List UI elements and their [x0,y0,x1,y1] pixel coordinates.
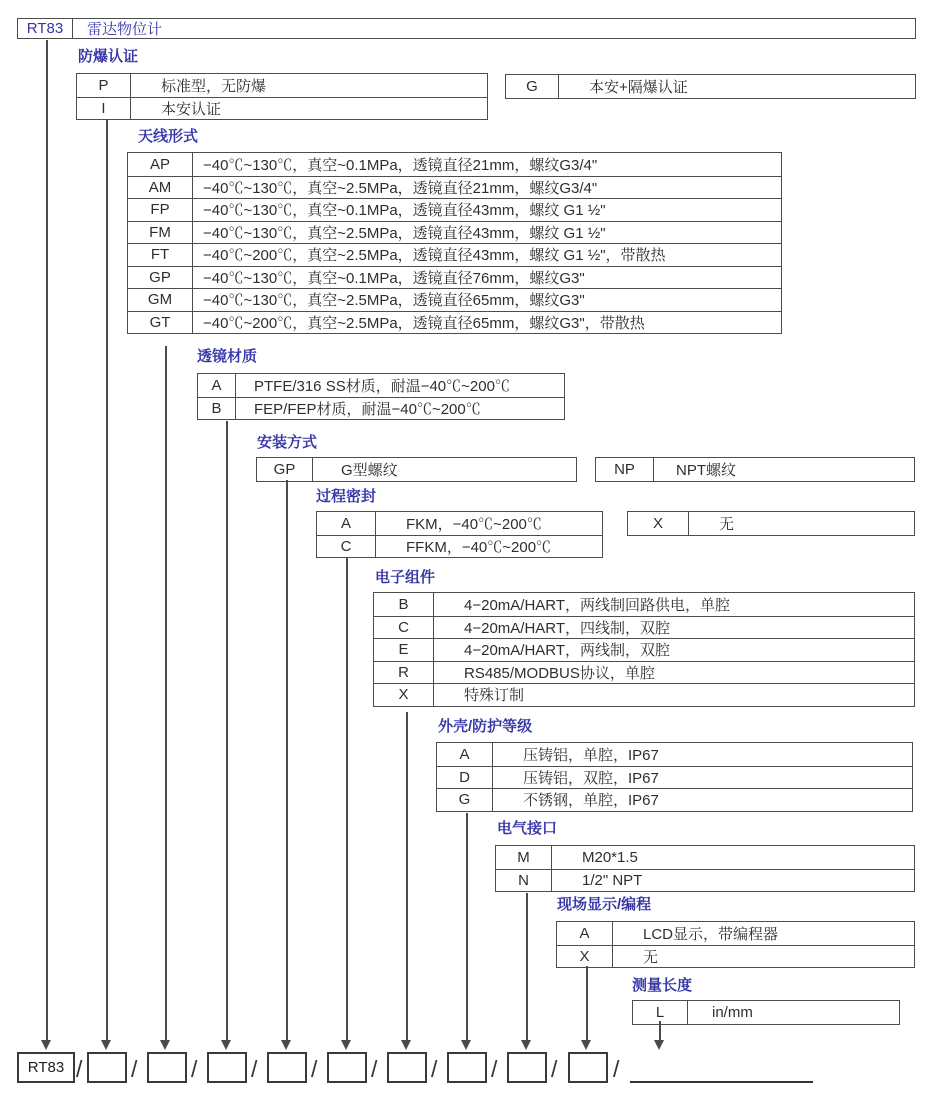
option-desc: −40℃~200℃，真空~2.5MPa，透镜直径65mm，螺纹G3"，带散热 [203,314,645,332]
code-slot-box [267,1052,307,1083]
option-desc: 特殊订制 [464,687,525,705]
option-desc: 压铸铝，单腔，IP67 [523,746,659,764]
option-row [257,458,576,481]
connector-line [46,40,48,1041]
connector-line [406,712,408,1041]
option-desc: −40℃~130℃，真空~2.5MPa，透镜直径43mm，螺纹 G1 ½" [203,224,606,242]
group-label-mounting: 安装方式 [257,434,318,451]
option-code: L [633,1001,688,1024]
group-label-process-seal: 过程密封 [316,488,377,505]
option-row [374,593,914,616]
option-desc: −40℃~130℃，真空~0.1MPa，透镜直径21mm，螺纹G3/4" [203,156,598,174]
group-label-measuring-length: 测量长度 [632,977,693,994]
group-label-display-programming: 现场显示/编程 [557,896,652,913]
option-row [317,535,602,558]
slash-separator: / [76,1056,83,1082]
option-code: AM [128,177,193,199]
option-code: FT [128,244,193,266]
slash-separator: / [613,1056,620,1082]
code-slot-box [387,1052,427,1083]
option-desc: −40℃~130℃，真空~0.1MPa，透镜直径43mm，螺纹 G1 ½" [203,202,606,220]
table-process-seal-none [627,511,915,536]
slash-separator: / [431,1056,438,1082]
group-label-lens-material: 透镜材质 [197,348,258,365]
option-desc: −40℃~130℃，真空~2.5MPa，透镜直径21mm，螺纹G3/4" [203,179,598,197]
table-measuring-length [632,1000,900,1025]
connector-line [659,1021,661,1041]
option-row [437,743,912,766]
slash-separator: / [371,1056,378,1082]
option-desc: 4−20mA/HART，四线制，双腔 [464,619,671,637]
connector-line [466,813,468,1041]
option-desc: G型螺纹 [341,461,398,479]
option-desc: −40℃~200℃，真空~2.5MPa，透镜直径43mm，螺纹 G1 ½"，带散热 [203,247,666,265]
option-code: A [317,512,376,535]
option-code: D [437,767,493,789]
option-row [128,311,781,334]
option-row [128,288,781,311]
connector-line [286,480,288,1041]
model-code: RT83 [18,19,73,38]
option-desc: 4−20mA/HART，两线制回路供电，单腔 [464,596,731,614]
option-desc: M20*1.5 [582,848,638,866]
option-row [128,266,781,289]
option-desc: FEP/FEP材质，耐温−40℃~200℃ [254,400,481,418]
option-row [128,176,781,199]
option-code: C [317,536,376,558]
option-row [198,397,564,420]
option-desc: 不锈钢，单腔，IP67 [523,792,659,810]
table-lens-material [197,373,565,420]
option-row [77,97,487,120]
option-row [437,766,912,789]
table-electrical-interface [495,845,915,892]
option-code: FM [128,222,193,244]
option-row [628,512,914,535]
model-name: 雷达物位计 [87,21,163,38]
option-code: AP [128,153,193,176]
option-code: R [374,662,434,684]
table-display-programming [556,921,915,968]
option-desc: 本安+隔爆认证 [589,78,688,96]
option-desc: 本安认证 [161,100,222,118]
option-code: B [198,398,236,420]
arrow-down-icon [160,1040,170,1050]
option-code: GT [128,312,193,334]
group-label-antenna: 天线形式 [138,128,199,145]
option-row [317,512,602,535]
option-row [557,945,914,968]
option-code: C [374,617,434,639]
bottom-model-code-box: RT83 [17,1052,75,1083]
arrow-down-icon [221,1040,231,1050]
table-process-seal [316,511,603,558]
code-slot-box [207,1052,247,1083]
group-label-explosion-proof: 防爆认证 [78,48,139,65]
arrow-down-icon [654,1040,664,1050]
connector-line [526,893,528,1041]
code-slot-box [147,1052,187,1083]
option-row [374,638,914,661]
slash-separator: / [491,1056,498,1082]
option-desc: −40℃~130℃，真空~2.5MPa，透镜直径65mm，螺纹G3" [203,292,585,310]
table-explosion-proof [76,73,488,120]
option-code: X [628,512,689,535]
option-code: A [198,374,236,397]
connector-line [165,346,167,1041]
option-code: N [496,870,552,892]
code-slot-box [568,1052,608,1083]
code-slot-box [87,1052,127,1083]
slash-separator: / [191,1056,198,1082]
option-row [374,661,914,684]
option-row [77,74,487,97]
table-electronics [373,592,915,707]
option-row [496,869,914,892]
option-desc: in/mm [712,1003,753,1021]
option-code: X [557,946,613,968]
connector-line [586,966,588,1041]
slash-separator: / [131,1056,138,1082]
option-desc: 1/2" NPT [582,871,643,889]
option-code: G [437,789,493,811]
option-code: B [374,593,434,616]
option-desc: −40℃~130℃，真空~0.1MPa，透镜直径76mm，螺纹G3" [203,269,585,287]
connector-line [106,120,108,1041]
arrow-down-icon [581,1040,591,1050]
option-row [128,243,781,266]
option-code: GP [257,458,313,481]
option-code: A [557,922,613,945]
arrow-down-icon [401,1040,411,1050]
option-desc: RS485/MODBUS协议，单腔 [464,664,655,682]
option-desc: 无 [643,948,659,966]
option-desc: FFKM，−40℃~200℃ [406,538,552,556]
slash-separator: / [251,1056,258,1082]
option-code: NP [596,458,654,481]
option-row [633,1001,899,1024]
option-code: G [506,75,559,98]
option-row [128,198,781,221]
header-table [17,18,916,39]
option-code: P [77,74,131,97]
header-row [18,19,915,38]
length-fill-line [630,1081,813,1083]
group-label-housing: 外壳/防护等级 [438,718,533,735]
slash-separator: / [311,1056,318,1082]
option-row [557,922,914,945]
option-row [496,846,914,869]
table-explosion-proof-g [505,74,916,99]
slash-separator: / [551,1056,558,1082]
option-code: A [437,743,493,766]
option-code: E [374,639,434,661]
option-code: M [496,846,552,869]
arrow-down-icon [461,1040,471,1050]
option-row [596,458,914,481]
code-slot-box [327,1052,367,1083]
arrow-down-icon [521,1040,531,1050]
table-housing [436,742,913,812]
option-desc: LCD显示，带编程器 [643,925,779,943]
option-code: I [77,98,131,120]
option-code: X [374,684,434,706]
option-code: FP [128,199,193,221]
table-mounting-npt [595,457,915,482]
option-row [374,683,914,706]
code-slot-box [447,1052,487,1083]
arrow-down-icon [341,1040,351,1050]
arrow-down-icon [41,1040,51,1050]
connector-line [346,558,348,1041]
option-desc: 标准型，无防爆 [161,77,267,95]
group-label-electronics: 电子组件 [375,569,436,586]
option-row [374,616,914,639]
group-label-electrical-interface: 电气接口 [497,820,558,837]
arrow-down-icon [281,1040,291,1050]
option-desc: FKM，−40℃~200℃ [406,515,542,533]
option-desc: PTFE/316 SS材质，耐温−40℃~200℃ [254,377,510,395]
option-code: GP [128,267,193,289]
option-desc: 压铸铝，双腔，IP67 [523,769,659,787]
option-desc: 无 [719,515,735,533]
connector-line [226,421,228,1041]
option-row [128,153,781,176]
option-row [437,788,912,811]
option-row [198,374,564,397]
option-row [128,221,781,244]
table-mounting [256,457,577,482]
code-slot-box [507,1052,547,1083]
arrow-down-icon [101,1040,111,1050]
option-desc: NPT螺纹 [676,461,737,479]
option-code: GM [128,289,193,311]
option-desc: 4−20mA/HART，两线制，双腔 [464,642,671,660]
option-row [506,75,915,98]
table-antenna [127,152,782,334]
